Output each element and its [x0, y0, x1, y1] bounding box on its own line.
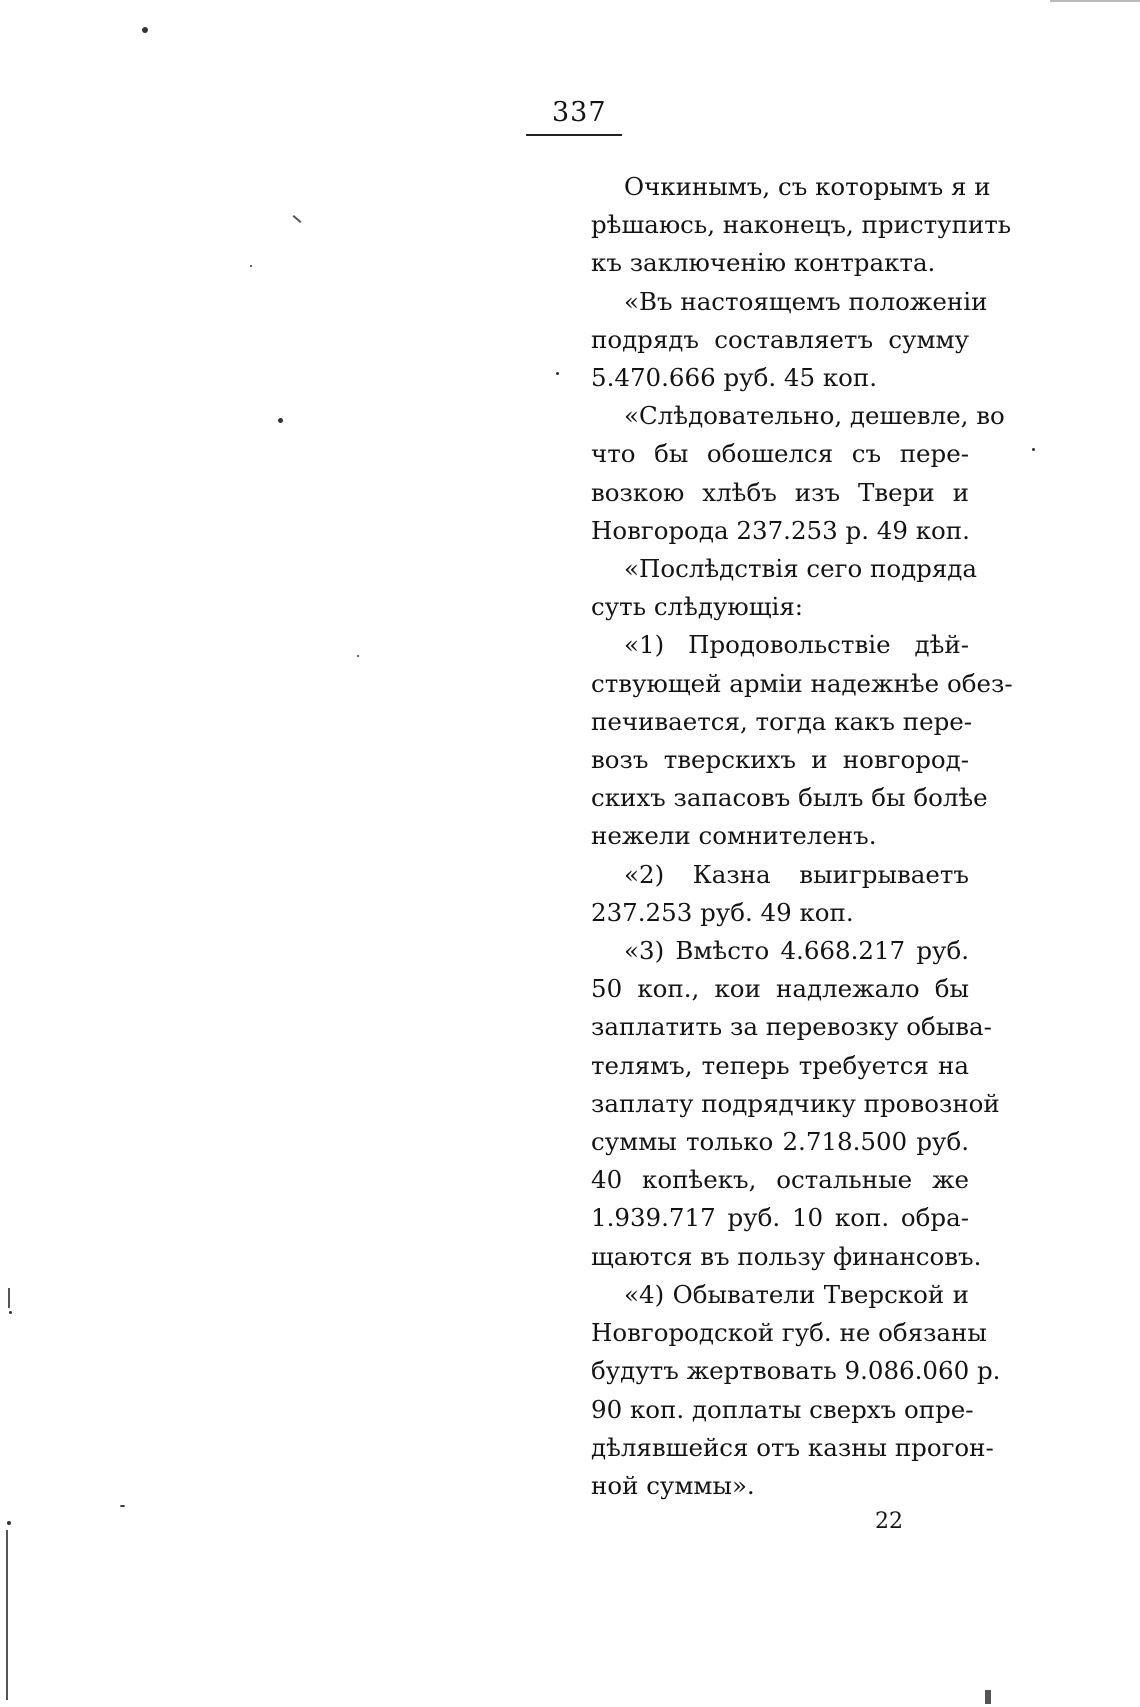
page-number: 337 — [552, 97, 607, 128]
scan-speck — [1032, 448, 1035, 451]
text-line: «Послѣдствія сего подряда — [624, 554, 977, 584]
text-line: «Въ настоящемъ положеніи — [624, 286, 988, 316]
text-line: 90 коп. доплаты сверхъ опре- — [591, 1394, 974, 1424]
scan-margin-line — [8, 1288, 10, 1308]
text-line: «4) Обыватели Тверской и — [624, 1279, 969, 1309]
text-line: 237.253 руб. 49 коп. — [591, 897, 854, 927]
header-rule — [526, 134, 622, 136]
text-line: «Слѣдовательно, дешевле, во — [624, 401, 1005, 431]
paragraph — [591, 550, 977, 626]
text-line: подрядъ составляетъ сумму — [591, 324, 969, 354]
scan-speck — [556, 372, 559, 375]
paragraph — [591, 626, 1013, 855]
text-column — [591, 168, 1013, 1505]
text-line: телямъ, теперь требуется на — [591, 1050, 969, 1080]
paragraph — [591, 1276, 1001, 1505]
text-line: 1.939.717 руб. 10 коп. обра- — [591, 1203, 969, 1233]
text-line: суммы только 2.718.500 руб. — [591, 1127, 969, 1157]
scan-speck — [357, 655, 359, 657]
scan-speck — [142, 27, 148, 33]
text-line: заплату подрядчику провозной — [591, 1088, 1000, 1118]
text-line: 40 копѣекъ, остальные же — [591, 1165, 969, 1195]
scan-margin-line — [6, 1530, 8, 1700]
text-line: рѣшаюсь, наконецъ, приступить — [591, 210, 1012, 240]
text-line: возъ тверскихъ и новгород- — [591, 745, 969, 775]
text-line: щаются въ пользу финансовъ. — [591, 1241, 982, 1271]
text-line: Новгородской губ. не обязаны — [591, 1318, 987, 1348]
paragraph — [591, 168, 1012, 283]
text-line: «2) Казна выигрываетъ — [624, 859, 969, 889]
text-line: ствующей арміи надежнѣе обез- — [591, 668, 1013, 698]
text-line: печивается, тогда какъ пере- — [591, 706, 973, 736]
text-line: нежели сомнителенъ. — [591, 821, 877, 851]
text-line: Очкинымъ, съ которымъ я и — [624, 172, 991, 201]
text-line: «3) Вмѣсто 4.668.217 руб. — [624, 936, 969, 966]
scan-speck — [9, 1311, 12, 1314]
text-line: 50 коп., кои надлежало бы — [591, 974, 969, 1004]
text-line: заплатить за перевозку обыва- — [591, 1012, 992, 1042]
scan-speck — [278, 418, 283, 423]
text-line: 5.470.666 руб. 45 коп. — [591, 363, 878, 393]
scan-margin-line — [1050, 0, 1140, 2]
paragraph — [591, 856, 969, 932]
paragraph — [591, 932, 1000, 1276]
text-line: къ заключенію контракта. — [591, 248, 936, 278]
scan-speck — [250, 265, 252, 267]
signature-mark: 22 — [875, 1509, 903, 1534]
scan-margin-line — [293, 215, 302, 223]
text-line: суть слѣдующія: — [591, 592, 804, 622]
paragraph — [591, 397, 1005, 550]
text-line: что бы обошелся съ пере- — [591, 439, 969, 469]
text-line: «1) Продовольствіе дѣй- — [624, 630, 969, 660]
scan-margin-line — [985, 1690, 991, 1704]
text-line: дѣлявшейся отъ казны прогон- — [591, 1432, 994, 1462]
scan-speck — [7, 1521, 11, 1525]
text-line: будутъ жертвовать 9.086.060 р. — [591, 1356, 1001, 1386]
text-line: возкою хлѣбъ изъ Твери и — [591, 477, 969, 507]
scan-speck — [120, 1505, 125, 1507]
text-line: скихъ запасовъ былъ бы болѣе — [591, 783, 988, 813]
text-line: Новгорода 237.253 р. 49 коп. — [591, 515, 970, 545]
paragraph — [591, 283, 988, 398]
text-line: ной суммы». — [591, 1470, 755, 1500]
